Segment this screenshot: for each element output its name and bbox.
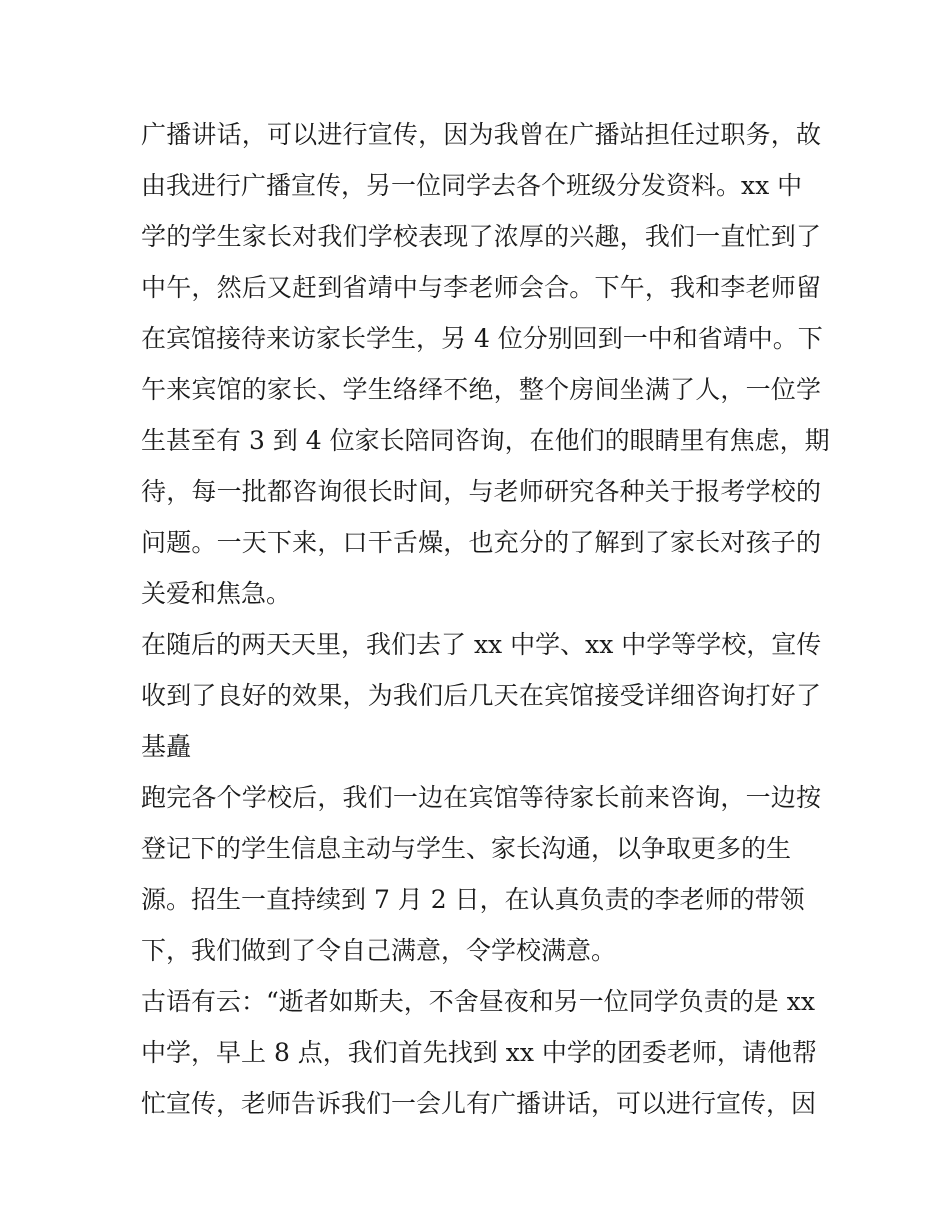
text-line: 广播讲话，可以进行宣传，因为我曾在广播站担任过职务，故 xyxy=(141,120,821,149)
text-line: 生甚至有 3 到 4 位家长陪同咨询，在他们的眼睛里有焦虑，期 xyxy=(141,426,830,455)
text-line: 忙宣传，老师告诉我们一会儿有广播讲话，可以进行宣传，因 xyxy=(141,1089,817,1118)
text-line: 下，我们做到了令自己满意，令学校满意。 xyxy=(141,936,617,965)
text-line: 中学，早上 8 点，我们首先找到 xx 中学的团委老师，请他帮 xyxy=(141,1038,817,1067)
text-line: 问题。一天下来，口干舌燥，也充分的了解到了家长对孩子的 xyxy=(141,528,821,557)
body-text xyxy=(141,109,830,1129)
text-line: 跑完各个学校后，我们一边在宾馆等待家长前来咨询，一边按 xyxy=(141,783,821,812)
text-line: 由我进行广播宣传，另一位同学去各个班级分发资料。xx 中 xyxy=(141,171,803,200)
text-line: 基矗 xyxy=(141,732,192,761)
text-line: 待，每一批都咨询很长时间，与老师研究各种关于报考学校的 xyxy=(141,477,821,506)
text-line: 古语有云：“逝者如斯夫，不舍昼夜和另一位同学负责的是 xx xyxy=(141,987,815,1016)
text-line: 登记下的学生信息主动与学生、家长沟通，以争取更多的生 xyxy=(141,834,792,863)
text-line: 源。招生一直持续到 7 月 2 日，在认真负责的李老师的带领 xyxy=(141,885,805,914)
text-line: 在随后的两天天里，我们去了 xx 中学、xx 中学等学校，宣传 xyxy=(141,630,822,659)
text-line: 午来宾馆的家长、学生络绎不绝，整个房间坐满了人，一位学 xyxy=(141,375,821,404)
text-line: 在宾馆接待来访家长学生，另 4 位分别回到一中和省靖中。下 xyxy=(141,324,823,353)
text-line: 收到了良好的效果，为我们后几天在宾馆接受详细咨询打好了 xyxy=(141,681,821,710)
text-line: 关爱和焦急。 xyxy=(141,579,292,608)
text-line: 学的学生家长对我们学校表现了浓厚的兴趣，我们一直忙到了 xyxy=(141,222,821,251)
text-line: 中午，然后又赶到省靖中与李老师会合。下午，我和李老师留 xyxy=(141,273,821,302)
